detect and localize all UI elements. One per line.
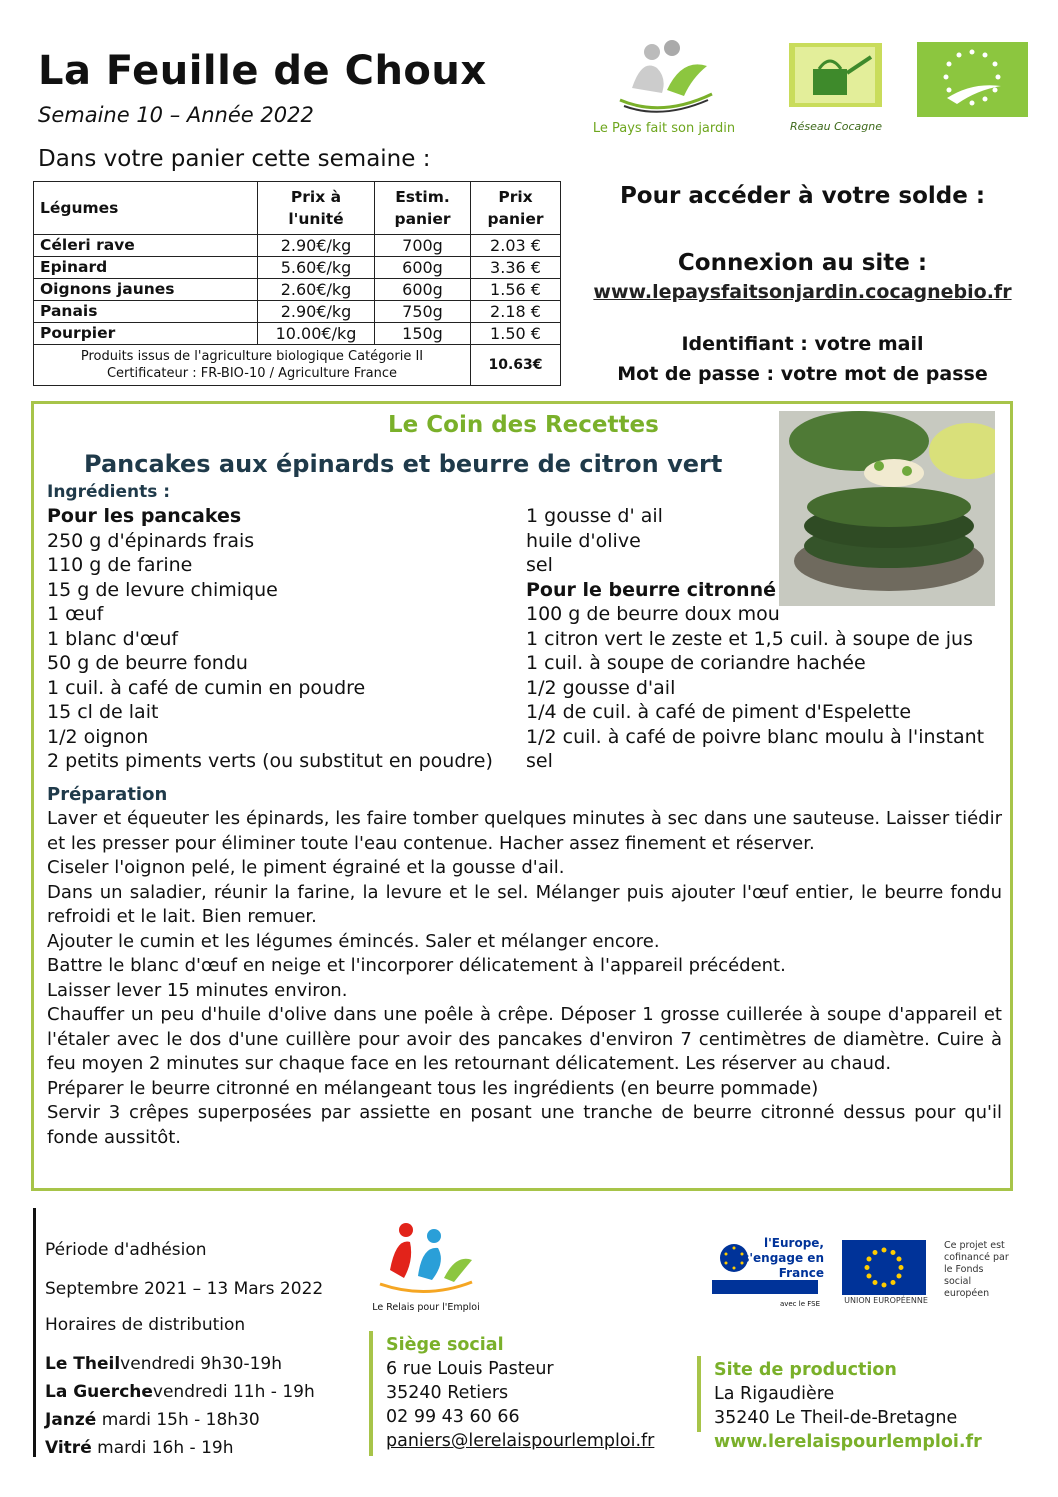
horaires-list (45, 1350, 355, 1462)
europe-engage-text: l'Europe, s'engage en France (742, 1236, 824, 1280)
horaire-place: La Guerche (45, 1382, 153, 1402)
horaire-place: Janzé (45, 1410, 97, 1430)
site-divider (697, 1356, 701, 1432)
site-address-line: La Rigaudière (714, 1384, 835, 1404)
site-url-link[interactable]: www.lerelaispourlemploi.fr (714, 1432, 982, 1452)
ingredient-item: 100 g de beurre doux mou (526, 603, 780, 625)
ingredient-item: 1 gousse d' ail (526, 505, 663, 527)
horaire-time: vendredi 11h - 19h (152, 1382, 315, 1402)
table-header-row (34, 182, 561, 235)
table-row (34, 257, 561, 279)
preparation-step: Dans un saladier, réunir la farine, la levure et le sel. Mélanger puis ajouter l'œuf entier, le beurre fondu refroidi et le lait. Bien remuer. (47, 881, 1002, 927)
login-id-info: Identifiant : votre mail (681, 333, 924, 355)
solde-heading: Pour accéder à votre solde : (619, 183, 986, 209)
horaire-row (45, 1350, 355, 1378)
veg-name: Oignons jaunes (34, 279, 258, 301)
pays-logo (612, 38, 718, 118)
europe-engage-sub: avec le FSE (779, 1300, 820, 1308)
ingredient-item: 250 g d'épinards frais (47, 529, 255, 552)
horaire-time: mardi 16h - 19h (97, 1438, 234, 1458)
veg-estimate: 600g (375, 257, 471, 279)
preparation-step: Chauffer un peu d'huile d'olive dans une poêle à crêpe. Déposer 1 grosse cuillerée à soupe d'appareil et l'étaler avec le dos d'une cuillère pour avoir des pancakes d'environ 7 centimètres de diamètre. Cuire à feu moyen 2 minutes sur chaque face en les retournant délicatement. Les réserver au chaud. (47, 1004, 1002, 1074)
lime-butter-heading: Pour le beurre citronné (526, 578, 776, 601)
veg-estimate: 750g (375, 301, 471, 323)
recipe-title: Pancakes aux épinards et beurre de citron vert (84, 450, 723, 478)
veg-estimate: 700g (375, 235, 471, 257)
preparation-label: Préparation (47, 784, 168, 805)
veg-price: 1.50 € (471, 323, 561, 345)
veg-estimate: 600g (375, 279, 471, 301)
veg-unit-price: 2.60€/kg (258, 279, 375, 301)
ingredient-item: 1 cuil. à soupe de coriandre hachée (526, 652, 866, 674)
eu-flag (842, 1240, 926, 1295)
recipe-section-title: Le Coin des Recettes (388, 412, 659, 438)
veg-estimate: 150g (375, 323, 471, 345)
veg-name: Panais (34, 301, 258, 323)
table-row (34, 301, 561, 323)
adhesion-label: Période d'adhésion (45, 1240, 207, 1260)
horaire-row (45, 1406, 355, 1434)
siege-divider (369, 1331, 373, 1456)
ingredient-item: 1/4 de cuil. à café de piment d'Espelette (526, 701, 912, 723)
cocagne-logo (789, 43, 882, 117)
basket-total: 10.63€ (471, 345, 561, 386)
horaire-time: vendredi 9h30-19h (120, 1354, 283, 1374)
ingredients-left-column (47, 504, 493, 774)
preparation-steps (47, 807, 1002, 1150)
table-footer-row (34, 345, 561, 386)
relais-logo (376, 1220, 476, 1295)
ingredient-item: 2 petits piments verts (ou substitut en poudre) (47, 750, 493, 772)
siege-address-line: 35240 Retiers (386, 1383, 509, 1403)
veg-unit-price: 2.90€/kg (258, 235, 375, 257)
siege-address-line: 6 rue Louis Pasteur (386, 1359, 554, 1379)
column-header: Légumes (34, 182, 258, 235)
column-header: Estim. panier (375, 182, 471, 235)
horaire-row (45, 1434, 355, 1462)
horaire-time: mardi 15h - 18h30 (101, 1410, 260, 1430)
siege-phone: 02 99 43 60 66 (386, 1407, 520, 1427)
account-link[interactable]: www.lepaysfaitsonjardin.cocagnebio.fr (593, 281, 1012, 303)
veg-name: Céleri rave (34, 235, 258, 257)
ingredients-right-column (526, 504, 984, 774)
veg-price: 2.18 € (471, 301, 561, 323)
column-header: Prix panier (471, 182, 561, 235)
organic-eu-logo (917, 42, 1028, 117)
preparation-step: Préparer le beurre citronné en mélangeant tous les ingrédients (en beurre pommade) (47, 1077, 819, 1099)
ingredient-item: 1 cuil. à café de cumin en poudre (47, 676, 366, 699)
preparation-step: Laver et équeuter les épinards, les faire tomber quelques minutes à sec dans une sauteuse. Laisser tiédir et les presser pour éliminer toute l'eau contenue. Hacher assez finement et réserver. (47, 808, 1002, 854)
veg-price: 2.03 € (471, 235, 561, 257)
veg-name: Pourpier (34, 323, 258, 345)
ingredient-item: 15 cl de lait (47, 701, 159, 723)
ingredient-item: huile d'olive (526, 529, 641, 552)
cocagne-logo-caption: Réseau Cocagne (789, 120, 883, 133)
preparation-step: Battre le blanc d'œuf en neige et l'incorporer délicatement à l'appareil précédent. (47, 955, 786, 976)
veg-unit-price: 5.60€/kg (258, 257, 375, 279)
connexion-heading: Connexion au site : (677, 250, 928, 276)
relais-logo-caption: Le Relais pour l'Emploi (372, 1302, 480, 1313)
ingredient-item: 110 g de farine (47, 554, 193, 576)
organic-note (34, 345, 471, 386)
veg-name: Epinard (34, 257, 258, 279)
table-row (34, 235, 561, 257)
ingredient-item: 1/2 gousse d'ail (526, 676, 676, 699)
ingredients-label: Ingrédients : (47, 482, 171, 502)
site-address-line: 35240 Le Theil-de-Bretagne (714, 1408, 958, 1428)
organic-note-line: Produits issus de l'agriculture biologique Catégorie II (80, 349, 424, 364)
siege-email-link[interactable]: paniers@lerelaispourlemploi.fr (386, 1431, 655, 1451)
horaire-row (45, 1378, 355, 1406)
ingredient-item: 1/2 oignon (47, 725, 149, 748)
adhesion-period: Septembre 2021 – 13 Mars 2022 (45, 1279, 324, 1299)
eu-label: UNION EUROPÉENNE (844, 1296, 928, 1305)
siege-label: Siège social (386, 1335, 504, 1355)
veg-price: 1.56 € (471, 279, 561, 301)
ingredient-item: sel (526, 554, 553, 576)
veg-price: 3.36 € (471, 257, 561, 279)
ingredient-item: 50 g de beurre fondu (47, 652, 248, 674)
basket-table (33, 181, 561, 386)
basket-heading: Dans votre panier cette semaine : (38, 146, 431, 172)
ingredient-item: 1/2 cuil. à café de poivre blanc moulu à l'instant (526, 725, 985, 748)
horaire-place: Vitré (45, 1438, 92, 1458)
site-block (714, 1358, 982, 1454)
week-subtitle: Semaine 10 – Année 2022 (38, 103, 314, 127)
veg-unit-price: 10.00€/kg (258, 323, 375, 345)
pays-logo-caption: Le Pays fait son jardin (592, 121, 736, 136)
site-label: Site de production (714, 1360, 897, 1380)
ingredient-item: 1 œuf (47, 603, 104, 625)
preparation-step: Servir 3 crêpes superposées par assiette en posant une tranche de beurre citronné dessus pour qu'il fonde aussitôt. (47, 1102, 1002, 1148)
footer-divider (33, 1208, 36, 1457)
certifier-line: Certificateur : FR-BIO-10 / Agriculture France (106, 366, 398, 381)
pancakes-heading: Pour les pancakes (47, 505, 242, 527)
fse-note: Ce projet est cofinancé par le Fonds social européen (944, 1240, 1009, 1299)
horaire-place: Le Theil (45, 1354, 121, 1374)
preparation-step: Laisser lever 15 minutes environ. (47, 979, 348, 1001)
preparation-step: Ajouter le cumin et les légumes émincés. Saler et mélanger encore. (47, 930, 660, 952)
ingredient-item: 15 g de levure chimique (47, 578, 278, 601)
horaires-label: Horaires de distribution (45, 1315, 246, 1335)
veg-unit-price: 2.90€/kg (258, 301, 375, 323)
password-info: Mot de passe : votre mot de passe (617, 363, 988, 385)
preparation-step: Ciseler l'oignon pelé, le piment égrainé et la gousse d'ail. (47, 857, 565, 878)
ingredient-item: sel (526, 750, 553, 772)
ingredient-item: 1 blanc d'œuf (47, 627, 179, 650)
ingredient-item: 1 citron vert le zeste et 1,5 cuil. à soupe de jus (526, 627, 973, 650)
column-header: Prix à l'unité (258, 182, 375, 235)
table-row (34, 279, 561, 301)
table-row (34, 323, 561, 345)
newsletter-title: La Feuille de Choux (38, 48, 487, 94)
siege-block (386, 1333, 654, 1453)
